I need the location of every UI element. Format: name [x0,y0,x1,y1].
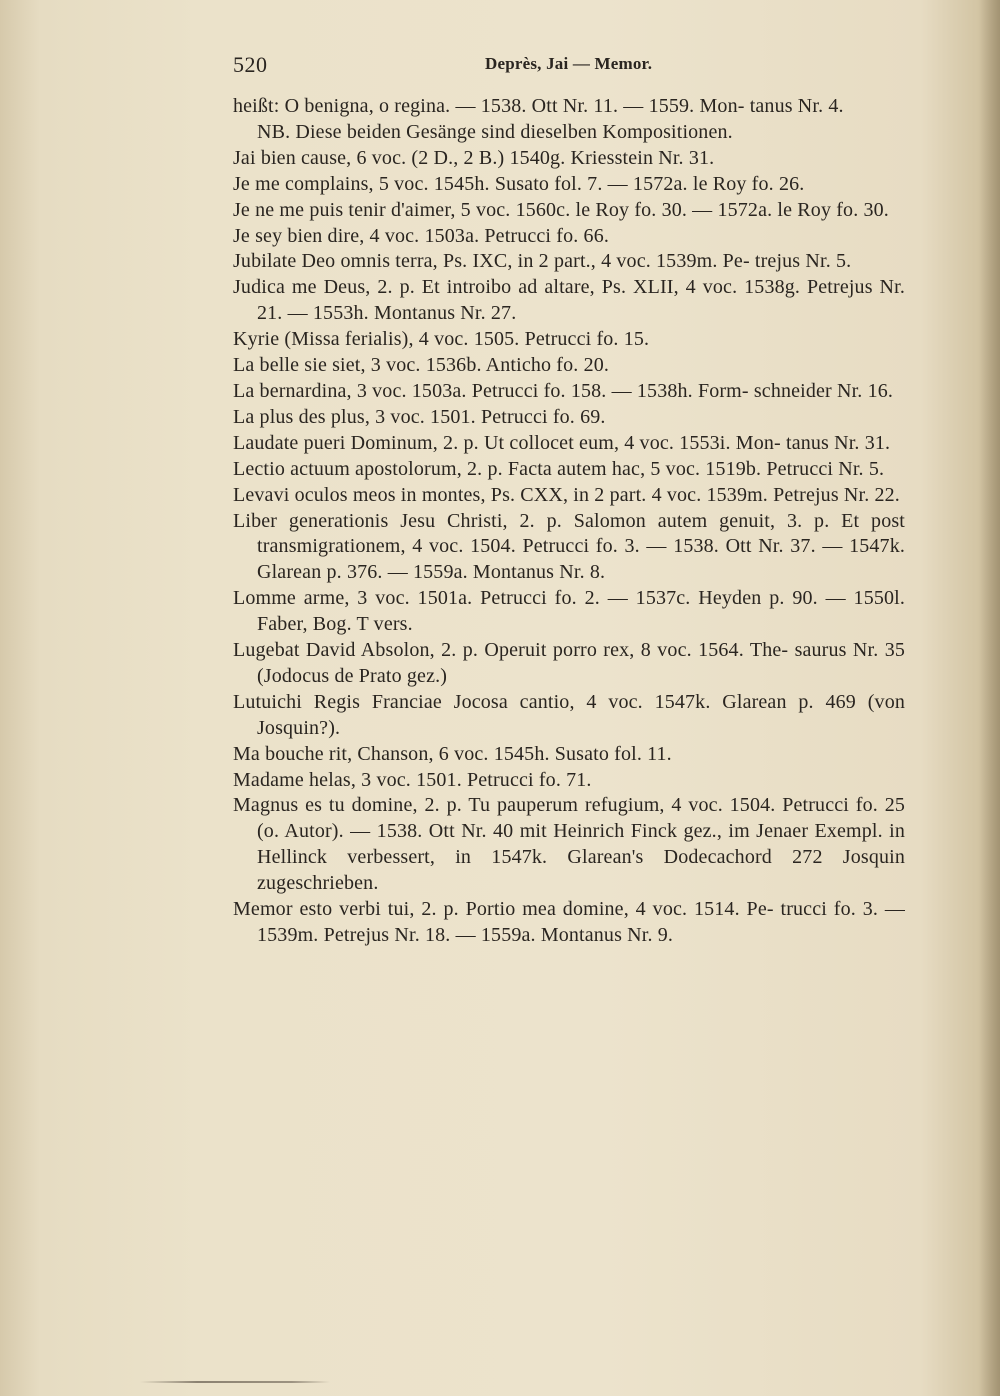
catalog-entry [233,146,905,172]
entry-line: NB. Diese beiden Gesänge sind dieselben Kompositionen. [257,120,733,143]
entry-line: tanus Nr. 31. [785,431,891,454]
entry-line: Laudate pueri Dominum, 2. p. Ut collocet eum, 4 voc. 1553i. Mon- [233,431,781,454]
entry-line: La bernardina, 3 voc. 1503a. Petrucci fo. 158. — 1538h. Form- [233,379,749,402]
entry-line: Memor esto verbi tui, 2. p. Portio mea domine, 4 voc. 1514. Pe- [233,898,774,921]
entry-line: heißt: O benigna, o regina. — 1538. Ott Nr. 11. — 1559. Mon- [233,95,745,117]
catalog-entry [233,768,905,794]
catalog-entry [233,405,905,431]
entry-line: Lutuichi Regis Franciae Jocosa cantio, 4 voc. 1547k. Glarean p. 469 [233,690,856,713]
entry-line: Petrucci Nr. 5. [766,457,885,480]
entry-line: Jai bien cause, 6 voc. (2 D., 2 B.) 1540g. Kriesstein Nr. 31. [233,146,715,169]
entry-line: Ott Nr. 37. — 1547k. Glarean p. 376. — 1559a. Montanus Nr. 8. [257,535,905,584]
entry-line: (von Josquin?). [257,690,905,739]
page-header [233,52,905,84]
entry-line: Kyrie (Missa ferialis), 4 voc. 1505. Petrucci fo. 15. [233,328,650,351]
page-number: 520 [233,52,268,77]
entry-line: Je me complains, 5 voc. 1545h. Susato fol. 7. — 1572a. le Roy fo. 26. [233,172,805,195]
entry-line: Glarean's Dodecachord 272 Josquin zugeschrieben. [257,846,905,895]
entry-line: Liber generationis Jesu Christi, 2. p. Salomon autem genuit, 3. p. [233,509,830,532]
running-head: Deprès, Jai — Memor. [485,54,653,73]
entry-line: schneider Nr. 16. [753,379,894,402]
entry-line: tanus Nr. 4. [749,95,844,117]
catalog-entries [233,94,905,949]
entry-line: trejus Nr. 5. [754,250,852,273]
catalog-entry [233,431,905,457]
footer-rule [140,1381,330,1383]
catalog-entry [233,224,905,250]
entry-line: saurus Nr. 35 (Jodocus de Prato gez.) [257,639,906,687]
entry-line: Et post transmigrationem, 4 voc. 1504. Petrucci fo. 3. — 1538. [257,509,905,558]
catalog-entry [233,638,905,690]
catalog-entry [233,457,905,483]
catalog-entry [233,275,905,327]
entry-line: Je sey bien dire, 4 voc. 1503a. Petrucci fo. 66. [233,224,609,247]
catalog-entry [233,690,905,742]
entry-line: La belle sie siet, 3 voc. 1536b. Anticho fo. 20. [233,354,610,377]
entry-line: Lectio actuum apostolorum, 2. p. Facta autem hac, 5 voc. 1519b. [233,457,762,480]
entry-line: Levavi oculos meos in montes, Ps. CXX, in 2 part. 4 voc. 1539m. [233,483,768,506]
entry-line: Petrejus Nr. 22. [773,483,900,506]
catalog-entry [233,249,905,275]
catalog-entry [233,742,905,768]
entry-line: Judica me Deus, 2. p. Et introibo ad altare, Ps. XLII, 4 voc. 1538g. [233,276,801,299]
entry-line: Je ne me puis tenir d'aimer, 5 voc. 1560c. le Roy fo. 30. — 1572a. [233,198,773,221]
catalog-entry [233,353,905,379]
entry-line: Madame helas, 3 voc. 1501. Petrucci fo. 71. [233,768,592,791]
entry-line: Magnus es tu domine, 2. p. Tu pauperum refugium, 4 voc. 1504. [233,794,776,817]
catalog-note [233,120,905,146]
entry-line: Finck gez., im Jenaer Exempl. in Hellinck verbessert, in 1547k. [257,820,906,869]
entry-line: Petrejus Nr. 21. — 1553h. Montanus Nr. 27. [257,276,906,325]
catalog-entry [233,897,905,949]
catalog-entry [233,198,905,224]
entry-line: trucci fo. 3. — 1539m. Petrejus Nr. 18. — 1559a. Montanus Nr. 9. [257,898,905,946]
entry-line: Petrucci fo. 25 (o. Autor). — 1538. Ott Nr. 40 mit Heinrich [257,794,905,843]
catalog-entry [233,483,905,509]
entry-line: p. 90. — 1550l. Faber, Bog. T vers. [257,587,905,636]
catalog-entry [233,379,905,405]
catalog-entry [233,172,905,198]
entry-line: Lugebat David Absolon, 2. p. Operuit porro rex, 8 voc. 1564. The- [233,639,789,662]
entry-line: La plus des plus, 3 voc. 1501. Petrucci fo. 69. [233,405,606,428]
catalog-entry [233,793,905,897]
page-edge-shadow [978,0,1000,1396]
entry-line: Lomme arme, 3 voc. 1501a. Petrucci fo. 2. — 1537c. Heyden [233,587,762,610]
entry-line: le Roy fo. 30. [777,198,889,221]
entry-line: Ma bouche rit, Chanson, 6 voc. 1545h. Susato fol. 11. [233,742,672,765]
catalog-entry [233,94,905,120]
catalog-entry [233,509,905,587]
catalog-entry [233,327,905,353]
catalog-entry [233,586,905,638]
entry-line: Jubilate Deo omnis terra, Ps. IXC, in 2 part., 4 voc. 1539m. Pe- [233,250,750,273]
